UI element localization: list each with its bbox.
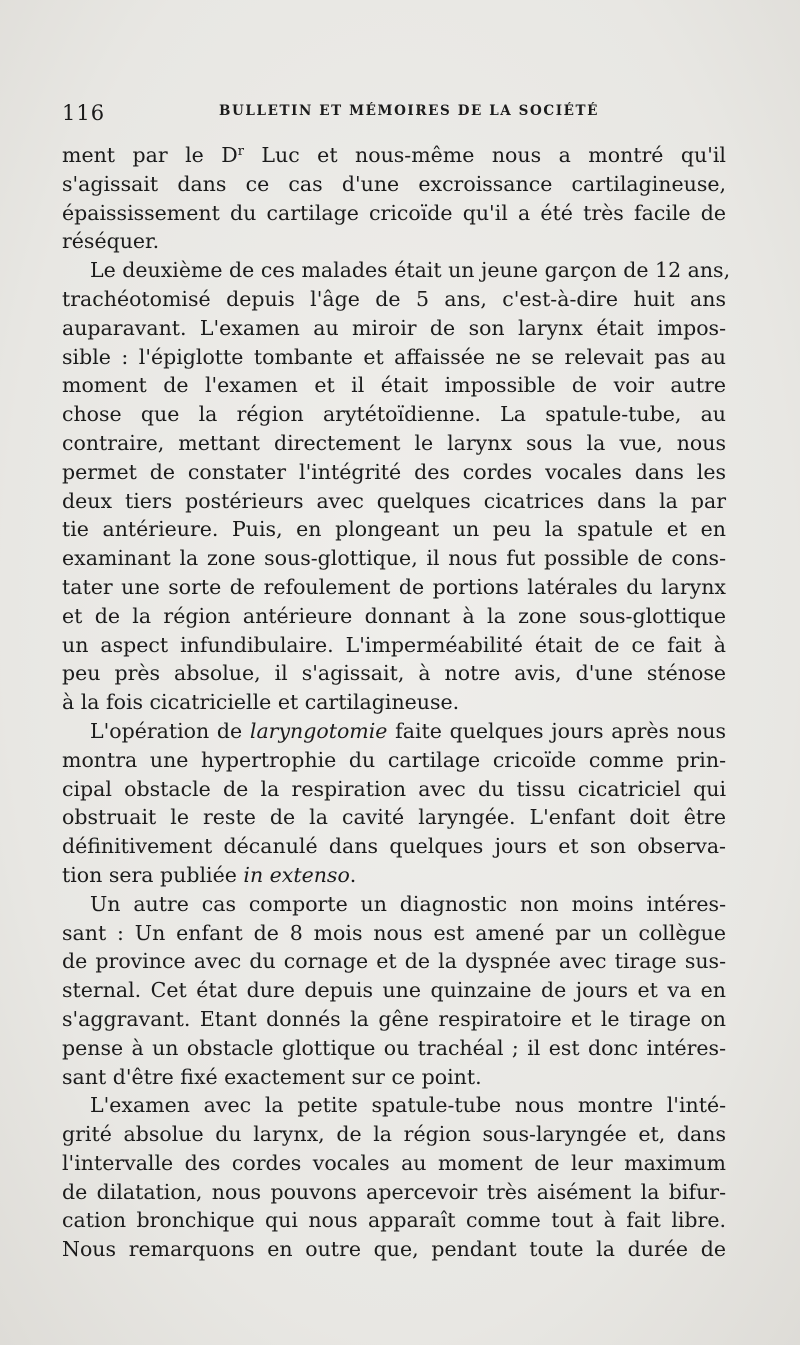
italic-term: laryngotomie <box>249 718 388 743</box>
text-line: sant : Un enfant de 8 mois nous est amené par un collègue <box>62 920 726 945</box>
text-line: cation bronchique qui nous apparaît comme tout à fait libre. <box>62 1208 726 1233</box>
body-text <box>62 141 731 1264</box>
text-segment: tion sera publiée <box>62 862 244 887</box>
paragraph-1 <box>62 141 726 256</box>
text-line: examinant la zone sous-glottique, il nous fut possible de cons- <box>62 546 726 571</box>
superscript-r: r <box>237 144 244 159</box>
text-line: obstruait le reste de la cavité laryngée. L'enfant doit être <box>62 805 726 830</box>
text-line: montra une hypertrophie du cartilage cricoïde comme prin- <box>62 747 726 772</box>
text-line: Nous remarquons en outre que, pendant toute la durée de <box>62 1237 726 1262</box>
text-line: s'agissait dans ce cas d'une excroissance cartilagineuse, <box>62 171 726 196</box>
text-line: contraire, mettant directement le larynx sous la vue, nous <box>62 430 726 455</box>
text-line: deux tiers postérieurs avec quelques cicatrices dans la par <box>62 488 726 513</box>
text-line: ment par le $D^r$ Luc et nous-même nous a montré qu'il <box>62 143 726 167</box>
text-line: L'examen avec la petite spatule-tube nous montre l'inté- <box>90 1093 726 1118</box>
text-line-rest: Luc et nous-même nous a montré qu'il <box>243 143 726 167</box>
text-line: de province avec du cornage et de la dyspnée avec tirage sus- <box>62 949 726 974</box>
text-line: cipal obstacle de la respiration avec du tissu cicatriciel qui <box>62 776 726 801</box>
text-line: un aspect infundibulaire. L'imperméabilité était de ce fait à <box>62 632 726 657</box>
text-line: Un autre cas comporte un diagnostic non moins intéres- <box>90 891 726 916</box>
paragraph-2 <box>62 256 731 717</box>
text-segment: faite quelques jours après nous <box>387 718 726 743</box>
page-number: 116 <box>62 101 106 125</box>
text-line: de dilatation, nous pouvons apercevoir très aisément la bifur- <box>62 1179 726 1204</box>
text-line: sternal. Cet état dure depuis une quinzaine de jours et va en <box>62 978 726 1003</box>
text-line: définitivement décanulé dans quelques jours et son observa- <box>62 834 726 859</box>
running-title: BULLETIN ET MÉMOIRES DE LA SOCIÉTÉ <box>219 103 600 119</box>
text-line: sant d'être fixé exactement sur ce point. <box>62 1064 482 1089</box>
text-line: pense à un obstacle glottique ou trachéal ; il est donc intéres- <box>62 1035 726 1060</box>
text-line: épaississement du cartilage cricoïde qu'il a été très facile de <box>62 200 726 225</box>
text-segment: . <box>349 862 357 887</box>
page-header <box>62 95 722 125</box>
text-line: auparavant. L'examen au miroir de son larynx était impos- <box>62 315 726 340</box>
text-line: Le deuxième de ces malades était un jeune garçon de 12 ans, <box>90 258 731 283</box>
text-line: à la fois cicatricielle et cartilagineuse. <box>62 690 460 715</box>
text-line: trachéotomisé depuis l'âge de 5 ans, c'est-à-dire huit ans <box>62 286 726 311</box>
text-line <box>62 717 726 746</box>
text-line: réséquer. <box>62 229 160 254</box>
text-line: chose que la région arytétoïdienne. La spatule-tube, au <box>62 402 726 427</box>
text-line <box>62 861 726 890</box>
paragraph-3 <box>62 717 726 890</box>
text-line: s'aggravant. Etant donnés la gêne respiratoire et le tirage on <box>62 1006 726 1031</box>
text-line: grité absolue du larynx, de la région sous-laryngée et, dans <box>62 1122 726 1147</box>
text-line: sible : l'épiglotte tombante et affaissée ne se relevait pas au <box>62 344 726 369</box>
text-line: peu près absolue, il s'agissait, à notre avis, d'une sténose <box>62 661 726 686</box>
paragraph-5 <box>62 1091 726 1264</box>
paragraph-4 <box>62 890 726 1092</box>
italic-term: in extenso <box>243 862 350 887</box>
text-line: et de la région antérieure donnant à la zone sous-glottique <box>62 603 726 628</box>
text-line: tater une sorte de refoulement de portions latérales du larynx <box>62 574 726 599</box>
text-line: tie antérieure. Puis, en plongeant un peu la spatule et en <box>62 517 726 542</box>
text-line: moment de l'examen et il était impossible de voir autre <box>62 373 726 398</box>
text-segment: L'opération de <box>90 718 250 743</box>
text-line: permet de constater l'intégrité des cordes vocales dans les <box>62 459 726 484</box>
text-line: l'intervalle des cordes vocales au moment de leur maximum <box>62 1150 726 1175</box>
